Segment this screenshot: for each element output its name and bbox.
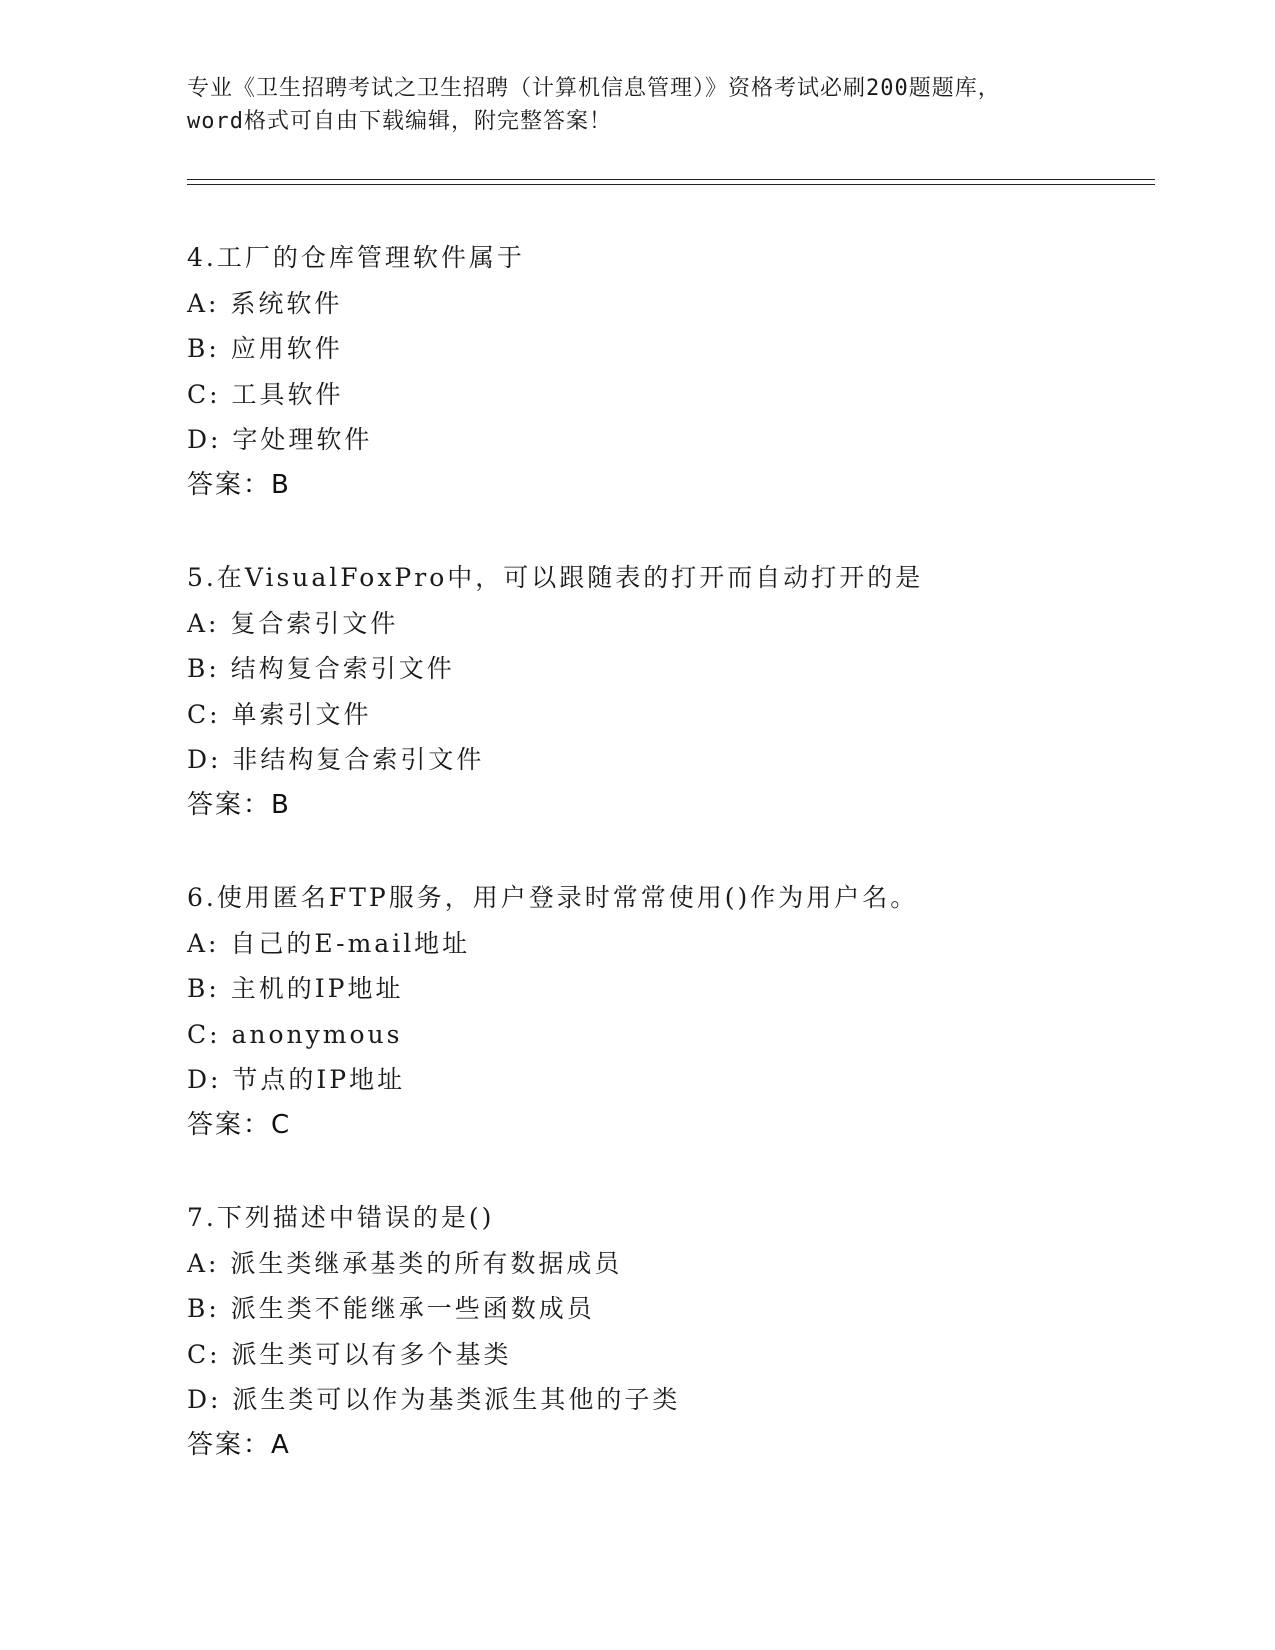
header-line-1: 专业《卫生招聘考试之卫生招聘（计算机信息管理）》资格考试必刷200题题库， <box>187 76 1001 101</box>
option-a: A: 系统软件 <box>187 288 343 318</box>
answer-value: B <box>271 789 289 820</box>
answer-value: C <box>271 1109 290 1140</box>
answer-line <box>187 783 1137 829</box>
answer-label: 答案： <box>187 789 272 820</box>
option-c: C: 工具软件 <box>187 379 344 409</box>
question-stem: 4.工厂的仓库管理软件属于 <box>187 243 525 272</box>
option-a: A: 自己的E-mail地址 <box>187 928 471 958</box>
option-d: D: 节点的IP地址 <box>187 1065 406 1095</box>
option-b: B: 应用软件 <box>187 334 343 364</box>
header-line-2: word格式可自由下载编辑，附完整答案！ <box>187 109 612 134</box>
option-b: B: 主机的IP地址 <box>187 974 404 1004</box>
header-divider-top <box>187 179 1155 180</box>
answer-line <box>187 1103 1137 1149</box>
document-header <box>187 72 1087 138</box>
option-c: C: 单索引文件 <box>187 699 372 729</box>
option-d: D: 字处理软件 <box>187 425 373 455</box>
option-a: A: 复合索引文件 <box>187 608 399 638</box>
option-b: B: 派生类不能继承一些函数成员 <box>187 1294 595 1324</box>
answer-value: B <box>271 469 289 500</box>
option-d: D: 派生类可以作为基类派生其他的子类 <box>187 1385 681 1415</box>
answer-label: 答案： <box>187 1109 272 1140</box>
header-divider-bottom <box>187 184 1155 185</box>
option-c: C: anonymous <box>187 1019 403 1049</box>
question-4 <box>187 235 1137 509</box>
option-d: D: 非结构复合索引文件 <box>187 745 485 775</box>
answer-line <box>187 1423 1137 1469</box>
question-5 <box>187 555 1137 829</box>
question-stem: 5.在VisualFoxPro中，可以跟随表的打开而自动打开的是 <box>187 563 924 592</box>
option-a: A: 派生类继承基类的所有数据成员 <box>187 1248 623 1278</box>
answer-label: 答案： <box>187 1429 272 1460</box>
option-b: B: 结构复合索引文件 <box>187 654 455 684</box>
question-7 <box>187 1195 1137 1469</box>
question-stem: 7.下列描述中错误的是() <box>187 1203 495 1232</box>
answer-value: A <box>271 1429 289 1460</box>
question-stem: 6.使用匿名FTP服务，用户登录时常常使用()作为用户名。 <box>187 883 919 912</box>
answer-label: 答案： <box>187 469 272 500</box>
answer-line <box>187 463 1137 509</box>
question-6 <box>187 875 1137 1149</box>
option-c: C: 派生类可以有多个基类 <box>187 1339 512 1369</box>
